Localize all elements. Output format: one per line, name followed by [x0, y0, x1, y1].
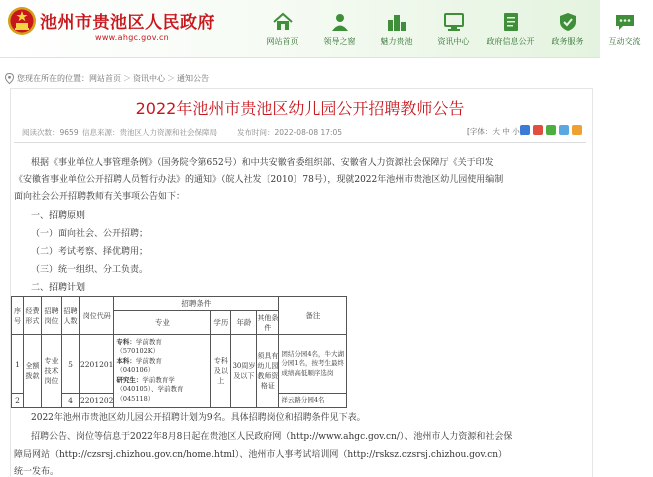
table-header-code: 岗位代码 — [80, 297, 114, 335]
table-header-count: 招聘人数 — [62, 297, 80, 335]
major-name: 学前教育学 — [142, 375, 175, 384]
section-heading-principles: 一、招聘原则 — [31, 211, 86, 221]
share-weibo-icon[interactable] — [533, 125, 543, 135]
major-level: 本科： — [116, 356, 136, 365]
site-name[interactable]: 池州市贵池区人民政府 — [40, 13, 215, 33]
table-cell-education: 专科及以上 — [211, 335, 231, 408]
table-cell-funding: 全额拨款 — [24, 335, 42, 408]
table-header-major: 专业 — [114, 311, 211, 335]
table-row — [12, 335, 347, 394]
table-header-age: 年龄 — [231, 311, 257, 335]
nav-item-leaders[interactable] — [311, 0, 368, 58]
table-cell-remark: 团结分园4名，牛大湖分园1名，按考生最终成绩高低顺序选岗 — [279, 335, 347, 394]
table-cell-remark: 祥云路分园4名 — [279, 394, 347, 408]
nav-item-services[interactable] — [539, 0, 596, 58]
share-bar — [520, 125, 582, 135]
nav-label: 魅力贵池 — [380, 36, 413, 46]
table-header-funding: 经费形式 — [24, 297, 42, 335]
breadcrumb-prefix: 您现在所在的位置： — [17, 74, 89, 83]
nav-label: 政务服务 — [551, 36, 584, 46]
breadcrumb — [0, 71, 600, 86]
nav-label: 政府信息公开 — [486, 36, 535, 46]
major-code: （040105）、学前教育 — [116, 385, 184, 394]
major-code: （040106） — [116, 366, 155, 375]
nav-item-interaction[interactable] — [596, 0, 653, 58]
nav-item-home[interactable] — [254, 0, 311, 58]
table-header-education: 学历 — [211, 311, 231, 335]
principle-item: （三）统一组织、分工负责。 — [31, 265, 149, 275]
share-wechat-icon[interactable] — [546, 125, 556, 135]
table-header-remark: 备注 — [279, 297, 347, 335]
national-emblem-logo — [7, 6, 37, 36]
paragraph-1-line-2: 《安徽省事业单位公开招聘人员暂行办法》的通知》（皖人社发〔2010〕78号），现就2022年池州市贵池区幼儿园使用编制 — [14, 175, 504, 185]
major-level: 研究生： — [116, 375, 143, 384]
major-code: （570102K） — [116, 347, 160, 356]
nav-item-charm[interactable] — [368, 0, 425, 58]
table-cell-other: 须具有幼儿园教师资格证 — [257, 335, 279, 408]
table-cell-major — [114, 335, 211, 408]
table-cell-count: 5 — [62, 335, 80, 394]
monitor-icon — [443, 12, 465, 32]
major-name: 学前教育 — [135, 356, 162, 365]
share-qq-icon[interactable] — [559, 125, 569, 135]
font-size-medium[interactable]: 中 — [502, 127, 510, 136]
view-count: 阅读次数：9659 — [22, 128, 79, 137]
nav-label: 互动交流 — [608, 36, 641, 46]
nav-item-gov-info[interactable] — [482, 0, 539, 58]
city-icon — [386, 12, 408, 32]
recruitment-table — [11, 296, 347, 408]
font-size-small[interactable]: 小 — [512, 127, 520, 136]
article-title: 2022年池州市贵池区幼儿园公开招聘教师公告 — [135, 99, 465, 118]
table-header-seq: 序号 — [12, 297, 24, 335]
release-line-2: 障局网站（http://czsrsj.chizhou.gov.cn/home.html）、池州市人事考试培训网（http://rsksz.czsrsj.chizhou.gov.cn） — [14, 450, 508, 460]
table-header-other: 其他条件 — [257, 311, 279, 335]
major-code: （045118） — [116, 394, 155, 403]
release-line-1: 招聘公告、岗位等信息于2022年8月8日起在贵池区人民政府网（http://www.ahgc.gov.cn/）、池州市人力资源和社会保 — [31, 432, 513, 442]
release-line-3: 统一发布。 — [14, 467, 60, 477]
table-cell-count: 4 — [62, 394, 80, 408]
principle-item: （二）考试考察、择优聘用； — [31, 247, 149, 257]
table-cell-code: 2201201 — [80, 335, 114, 394]
breadcrumb-home[interactable]: 网站首页 — [89, 74, 121, 83]
breadcrumb-separator: ＞ — [167, 74, 175, 83]
table-cell-seq: 1 — [12, 335, 24, 394]
share-qzone-icon[interactable] — [520, 125, 530, 135]
table-cell-post: 专业技术岗位 — [42, 335, 62, 408]
font-size-large[interactable]: 大 — [492, 127, 500, 136]
table-header-unit: 招聘岗位 — [42, 297, 62, 335]
nav-label: 资讯中心 — [437, 36, 470, 46]
plan-summary: 2022年池州市贵池区幼儿园公开招聘计划为9名。具体招聘岗位和招聘条件见下表。 — [31, 413, 366, 423]
major-level: 专科： — [116, 337, 136, 346]
breadcrumb-notices[interactable]: 通知公告 — [177, 74, 209, 83]
table-cell-code: 2201202 — [80, 394, 114, 408]
shield-icon — [557, 12, 579, 32]
info-source: 信息来源：贵池区人力资源和社会保障局 — [82, 128, 217, 137]
table-header-conditions: 招聘条件 — [114, 297, 279, 311]
main-nav — [254, 0, 653, 58]
section-heading-plan: 二、招聘计划 — [31, 283, 86, 293]
divider — [14, 142, 586, 143]
nav-label: 网站首页 — [266, 36, 299, 46]
share-more-icon[interactable] — [572, 125, 582, 135]
font-size-control — [467, 126, 523, 137]
breadcrumb-news[interactable]: 资讯中心 — [133, 74, 165, 83]
site-header — [0, 0, 641, 58]
breadcrumb-separator: ＞ — [123, 74, 131, 83]
document-icon — [500, 12, 522, 32]
major-name: 学前教育 — [135, 337, 162, 346]
leader-icon — [329, 12, 351, 32]
location-pin-icon — [5, 73, 14, 84]
principle-item: （一）面向社会、公开招聘； — [31, 229, 149, 239]
nav-item-news[interactable] — [425, 0, 482, 58]
nav-label: 领导之窗 — [323, 36, 356, 46]
article-meta — [22, 127, 590, 139]
font-size-label: [字体： — [467, 127, 493, 136]
paragraph-1-line-3: 面向社会公开招聘教师有关事项公告如下： — [14, 192, 186, 202]
table-cell-age: 30周岁及以下 — [231, 335, 257, 408]
table-cell-seq: 2 — [12, 394, 24, 408]
chat-icon — [614, 12, 636, 32]
publish-time: 发布时间：2022-08-08 17:05 — [237, 128, 343, 137]
home-icon — [272, 12, 294, 32]
site-url: www.ahgc.gov.cn — [95, 33, 170, 42]
paragraph-1-line-1: 根据《事业单位人事管理条例》（国务院令第652号）和中共安徽省委组织部、安徽省人力资源社会保障厅《关于印发 — [31, 158, 494, 168]
